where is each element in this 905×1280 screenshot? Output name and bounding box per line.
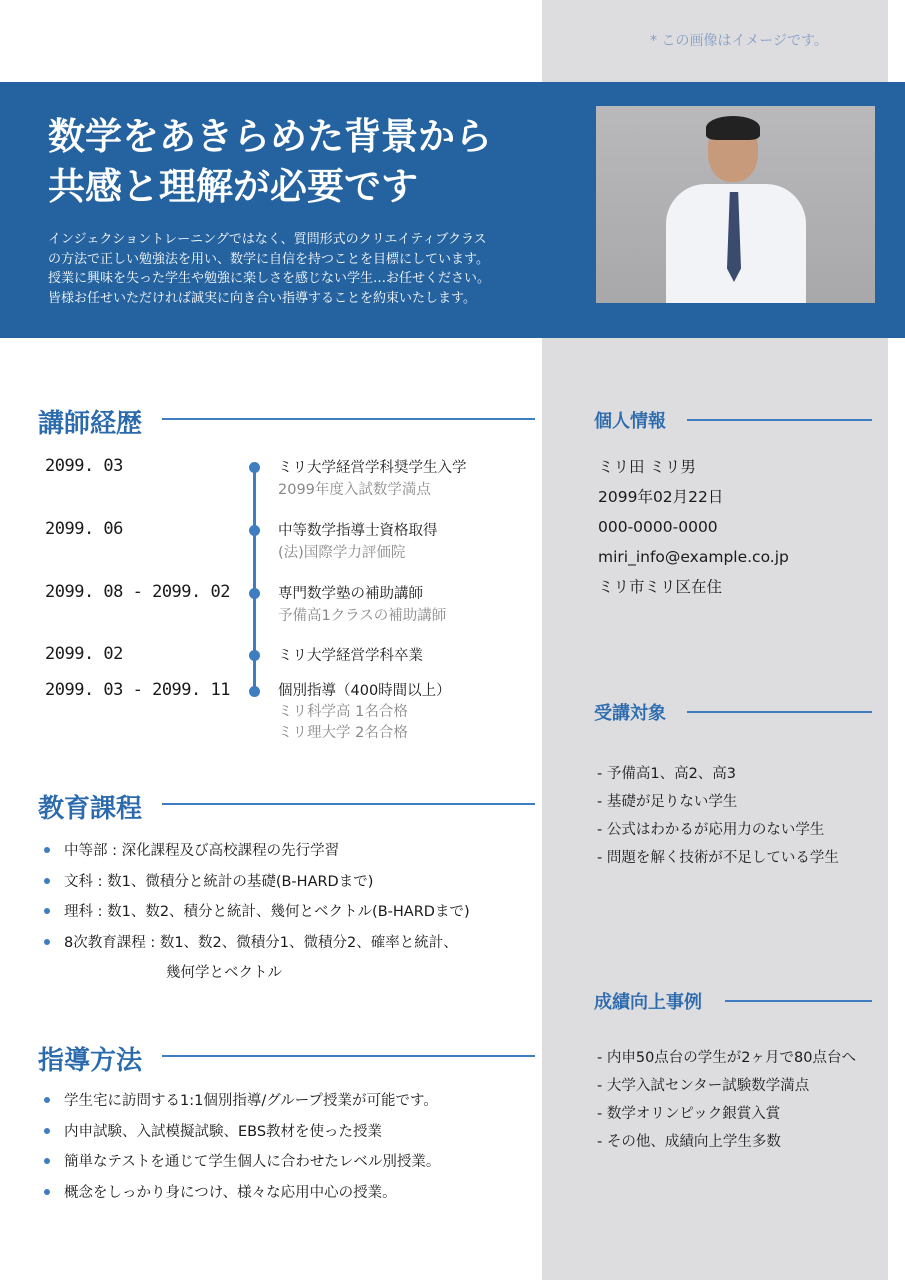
career-date: 2099. 03 [45,456,123,476]
career-event [278,681,451,744]
intro-text: インジェクショントレーニングではなく、質問形式のクリエイティブクラス の方法で正しい勉強法を用い、数学に自信を持つことを目標にしています。 授業に興味を失った学生や勉強に楽しさを感じない学生…お任せください。 皆様お任せいただければ誠実に向き合い指導することを約束いたします。 [48,232,491,306]
career-date: 2099. 02 [45,644,123,664]
method-list [44,1089,440,1211]
event-title: ミリ大学経営学科奨学生入学 [278,460,467,476]
list-item: - 問題を解く技術が不足している学生 [597,850,839,866]
divider [162,803,535,805]
list-item: 簡単なテストを通じて学生個人に合わせたレベル別授業。 [44,1150,440,1181]
birthdate: 2099年02月22日 [598,488,724,506]
curriculum-list [44,839,470,992]
results-list [597,1044,856,1156]
career-heading: 講師経歴 [38,409,143,439]
personal-heading: 個人情報 [594,411,666,432]
career-event [278,520,438,564]
results-heading: 成績向上事例 [594,992,702,1013]
personal-info [598,452,789,602]
list-item: - 数学オリンピック銀賞入賞 [597,1106,781,1122]
list-item: - 基礎が足りない学生 [597,794,738,810]
event-title: 専門数学塾の補助講師 [278,586,423,602]
curriculum-heading: 教育課程 [38,794,143,824]
image-note: * この画像はイメージです。 [650,33,828,49]
list-item: - その他、成績向上学生多数 [597,1134,781,1150]
timeline-dot [249,588,260,599]
method-heading: 指導方法 [38,1046,143,1076]
career-event [278,583,446,627]
career-event [278,645,423,667]
career-date: 2099. 03 - 2099. 11 [45,680,230,700]
divider [725,1000,872,1002]
list-item: 8次教育課程 : 数1、数2、微積分1、微積分2、確率と統計、 [44,931,470,962]
event-detail: ミリ科学高 1名合格 [278,704,408,720]
timeline-dot [249,525,260,536]
career-date: 2099. 06 [45,519,123,539]
list-item: 内申試験、入試模擬試験、EBS教材を使った授業 [44,1120,440,1151]
timeline-dot [249,650,260,661]
divider [687,711,872,713]
list-item: 中等部 : 深化課程及び高校課程の先行学習 [44,839,470,870]
divider [687,419,872,421]
address: ミリ市ミリ区在住 [598,578,723,596]
phone: 000-0000-0000 [598,518,718,536]
list-item-continuation: 幾何学とベクトル [166,965,282,981]
list-item: - 公式はわかるが応用力のない学生 [597,822,825,838]
list-item: - 内申50点台の学生が2ヶ月で80点台へ [597,1050,856,1066]
list-item: - 予備高1、高2、高3 [597,766,737,782]
event-detail: 2099年度入試数学満点 [278,482,431,498]
list-item: 文科 : 数1、微積分と統計の基礎(B-HARDまで) [44,870,470,901]
event-title: ミリ大学経営学科卒業 [278,648,423,664]
target-heading: 受講対象 [594,703,666,724]
career-date: 2099. 08 - 2099. 02 [45,582,230,602]
list-item: 理科 : 数1、数2、積分と統計、幾何とベクトル(B-HARDまで) [44,900,470,931]
divider [162,1055,535,1057]
event-detail: 予備高1クラスの補助講師 [278,608,447,624]
profile-photo [596,106,875,303]
event-detail: (法)国際学力評価院 [278,545,406,561]
timeline-dot [249,462,260,473]
timeline-dot [249,686,260,697]
list-item: 概念をしっかり身につけ、様々な応用中心の授業。 [44,1181,440,1212]
list-item: 学生宅に訪問する1:1個別指導/グループ授業が可能です。 [44,1089,440,1120]
email: miri_info@example.co.jp [598,548,789,566]
list-item: - 大学入試センター試験数学満点 [597,1078,810,1094]
name: ミリ田 ミリ男 [598,458,696,476]
target-list [597,760,839,872]
page-title: 数学をあきらめた背景から 共感と理解が必要です [48,115,492,208]
event-title: 中等数学指導士資格取得 [278,523,438,539]
event-detail: ミリ理大学 2名合格 [278,725,408,741]
divider [162,418,535,420]
event-title: 個別指導（400時間以上） [278,683,451,699]
career-event [278,457,467,501]
